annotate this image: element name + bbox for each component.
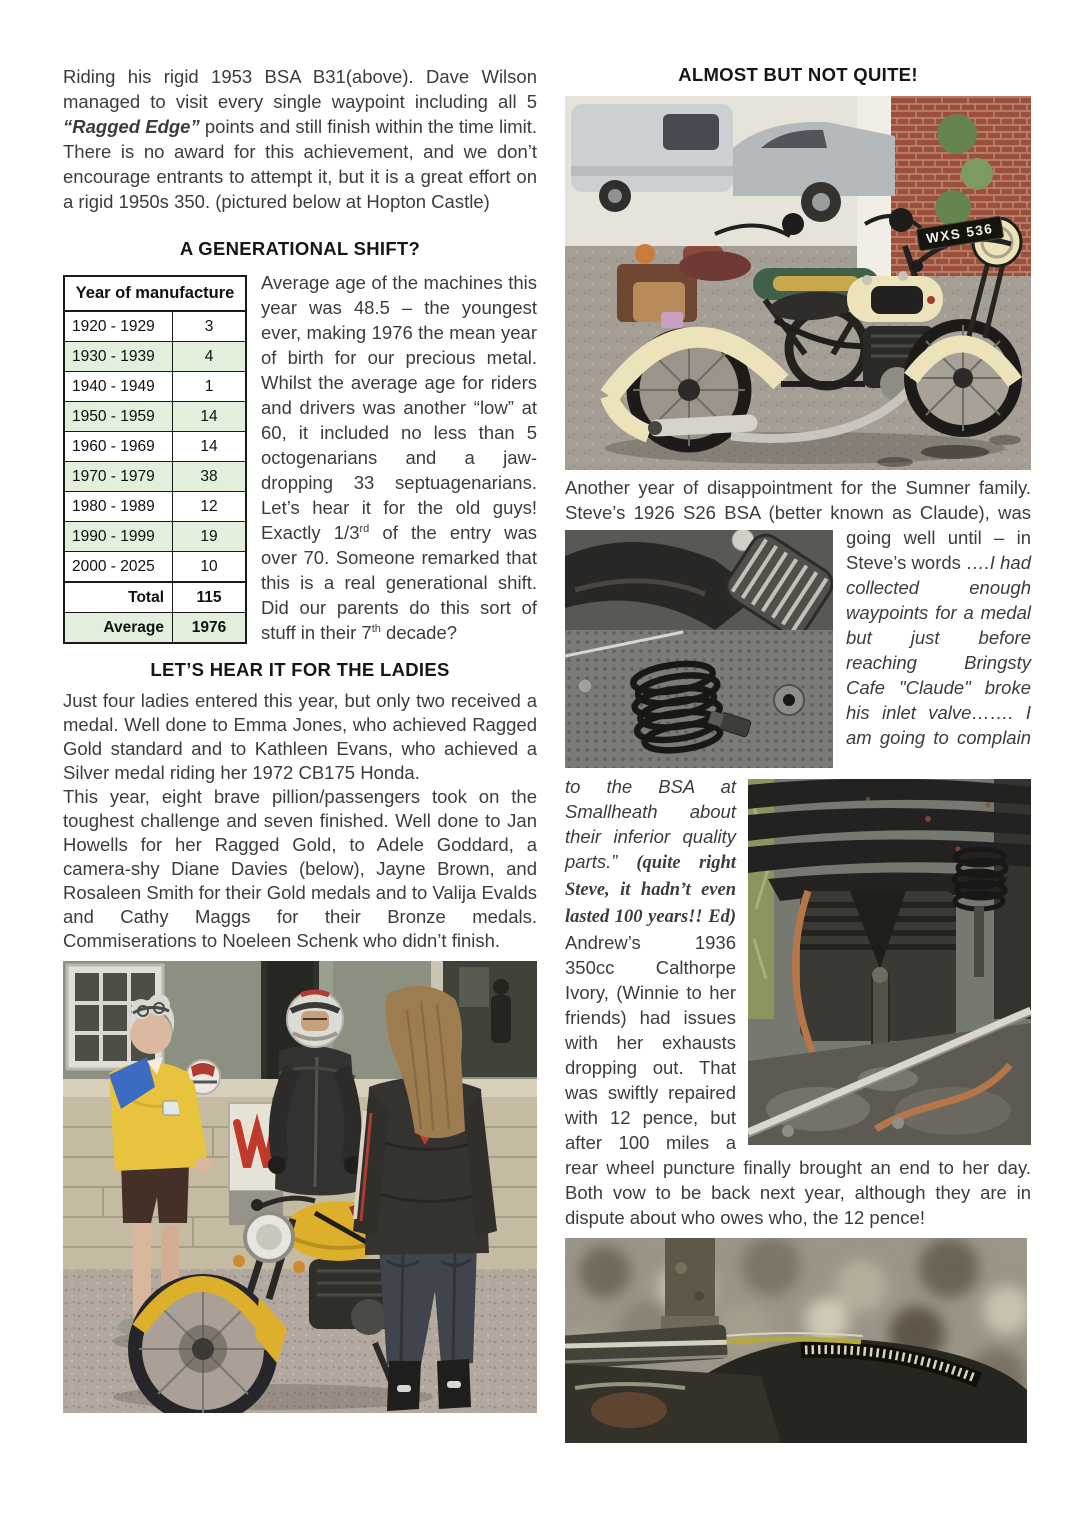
year-of-manufacture-table bbox=[63, 275, 247, 644]
ladies-paragraph-1: Just four ladies entered this year, but only two received a medal. Well done to Emma Jones, who achieved Ragged Gold standard and to Kathleen Evans, who achieved a Silver medal riding her 1972 CB175 Honda. bbox=[63, 690, 537, 783]
photo-riders-group bbox=[63, 961, 537, 1413]
photo-tyre-closeup bbox=[565, 1238, 1027, 1443]
story-paragraph bbox=[565, 475, 1031, 1230]
table-row: 1940 - 1949 1 bbox=[64, 372, 246, 402]
story-text-3: Andrew’s 1936 350cc Calthorpe Ivory, (Winnie to her friends) had issues with her exhausts dropping out. That was swiftly repaired with 12 pence, but after 100 miles a rear wheel puncture finally brought an end to her day. Both vow to be back next year, although they are in dispute about who owes who, the 12 pence! bbox=[565, 932, 1031, 1228]
photo-broken-valve-parts bbox=[565, 530, 833, 768]
table-row: 1950 - 1959 14 bbox=[64, 402, 246, 432]
left-column bbox=[63, 64, 537, 1413]
story-quote-1: ….I had collected enough waypoints for a medal but just before reaching Bringsty Cafe "Claude" broke his inlet valve……. I am bbox=[846, 552, 1031, 748]
photo-motorcycle-lineup bbox=[565, 96, 1031, 470]
table-header: Year of manufacture bbox=[64, 276, 246, 311]
ladies-paragraph-2: This year, eight brave pillion/passengers took on the toughest challenge and seven finished. Well done to Jan Howells for her Ragged Gold, to Adele Goddard, a camera-shy Diane Davies (below), Jayne Brown, and Rosaleen Smith for their Gold medals and to Valija Evalds and Cathy Maggs for their Bronze medals. Commiserations to Noeleen Schenk who didn’t finish. bbox=[63, 786, 537, 951]
motorcycle-lineup-illustration bbox=[565, 96, 1031, 470]
intro-text-2: points and still finish within the time limit. There is no award for this achievement, and we don’t encourage entrants to attempt it, but it is a great effort on a rigid 1950s 350. (pictured below at Hopton Castle) bbox=[63, 116, 537, 212]
riders-group-illustration bbox=[63, 961, 537, 1413]
background-person-silhouette bbox=[491, 979, 511, 1043]
generational-text-1: Average age of the machines this year was 48.5 – the youngest ever, making 1976 the mean year of birth for our precious metal. Whilst the average age for riders and drivers was another “low” at 60, it included no less than 5 octogenarians and a jaw-dropping 33 septuagenarians. Let’s hear it for the old guys! Exactly 1/3 bbox=[261, 272, 537, 543]
generational-text-3: decade? bbox=[380, 622, 458, 643]
tyre-closeup-illustration bbox=[565, 1238, 1027, 1443]
ragged-edge-emphasis: “Ragged Edge” bbox=[63, 116, 200, 137]
story-text-2: Claude), was going well until – in Steve’s words bbox=[846, 502, 1031, 573]
license-plate: WXS 536 bbox=[916, 215, 1004, 251]
table-row: 1930 - 1939 4 bbox=[64, 342, 246, 372]
table-row: 2000 - 2025 10 bbox=[64, 552, 246, 583]
table-row: 1980 - 1989 12 bbox=[64, 492, 246, 522]
broken-valve-illustration bbox=[565, 530, 833, 768]
photo-engine-closeup bbox=[748, 779, 1031, 1145]
heading-generational-shift: A GENERATIONAL SHIFT? bbox=[179, 238, 421, 259]
heading-almost-but-not-quite: ALMOST BUT NOT QUITE! bbox=[678, 64, 918, 85]
table-total-row: Total 115 bbox=[64, 582, 246, 613]
table-average-row: Average 1976 bbox=[64, 613, 246, 644]
ordinal-rd: rd bbox=[359, 522, 370, 535]
engine-closeup-illustration bbox=[748, 779, 1031, 1145]
heading-ladies: LET’S HEAR IT FOR THE LADIES bbox=[150, 659, 450, 680]
right-column bbox=[565, 64, 1031, 1443]
table-row: 1960 - 1969 14 bbox=[64, 432, 246, 462]
intro-text-1: Riding his rigid 1953 BSA B31(above). Dave Wilson managed to visit every single waypoint including all 5 bbox=[63, 66, 537, 112]
ordinal-th: th bbox=[371, 622, 381, 635]
intro-paragraph bbox=[63, 64, 537, 214]
table-row: 1920 - 1929 3 bbox=[64, 311, 246, 342]
table-row: 1970 - 1979 38 bbox=[64, 462, 246, 492]
story-text-1: Another year of disappointment for the Sumner family. Steve’s 1926 S26 BSA (better known as bbox=[565, 477, 1031, 523]
generational-section bbox=[63, 270, 537, 645]
generational-text-2: of the entry was over 70. Someone remarked that this is a real generational shift. Did our parents do this sort of stuff in their 7 bbox=[261, 522, 537, 643]
editor-note: (quite right Steve, it hadn’t even lasted 100 years!! Ed) bbox=[565, 853, 736, 927]
table-row: 1990 - 1999 19 bbox=[64, 522, 246, 552]
story-quote-2: going to complain to the BSA at Smallheath about their inferior quality parts.” bbox=[565, 727, 1031, 872]
